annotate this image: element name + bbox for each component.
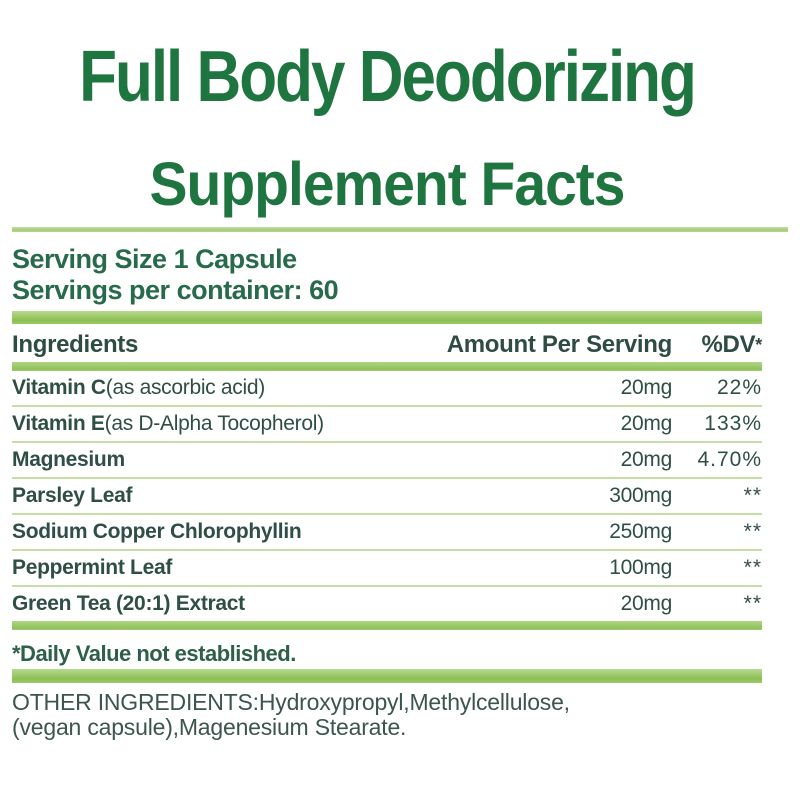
dv-cell: ** xyxy=(743,520,762,543)
table-row xyxy=(12,479,762,515)
ingredient-name: Parsley Leaf xyxy=(12,484,133,507)
header-percent-dv: %DV* xyxy=(701,331,762,358)
serving-size-text: Serving Size 1 Capsule xyxy=(12,244,297,274)
ingredient-name-cell xyxy=(12,412,542,436)
table-row xyxy=(12,371,762,407)
ingredient-name: Magnesium xyxy=(12,448,125,471)
table-row xyxy=(12,443,762,479)
amount-cell: 20mg xyxy=(620,376,672,399)
header-amount-per-serving: Amount Per Serving xyxy=(446,331,672,358)
table-row xyxy=(12,551,762,587)
ingredient-name-cell xyxy=(12,448,542,472)
amount-cell: 100mg xyxy=(609,556,672,579)
ingredient-name-cell xyxy=(12,484,542,508)
dv-cell: ** xyxy=(743,556,762,579)
amount-cell: 300mg xyxy=(609,484,672,507)
dv-cell: 4.70% xyxy=(697,448,762,471)
ingredient-name-cell xyxy=(12,376,542,400)
servings-per-container-text: Servings per container: 60 xyxy=(12,275,339,305)
dv-cell: 133% xyxy=(704,412,762,435)
dv-cell: ** xyxy=(743,484,762,507)
dv-cell: 22% xyxy=(716,376,762,399)
divider-bar-below-header xyxy=(12,362,762,371)
table-row xyxy=(12,407,762,443)
ingredient-name-cell xyxy=(12,520,542,544)
amount-cell: 20mg xyxy=(620,412,672,435)
table-row xyxy=(12,587,762,621)
table-row xyxy=(12,515,762,551)
label-content xyxy=(12,0,762,740)
divider-rule-top xyxy=(12,227,788,232)
ingredient-name: Vitamin C xyxy=(12,376,106,399)
amount-cell: 20mg xyxy=(620,448,672,471)
ingredient-name-cell xyxy=(12,592,542,616)
header-ingredients: Ingredients xyxy=(12,331,139,358)
dv-asterisk: * xyxy=(755,335,762,355)
ingredient-detail: (as D-Alpha Tocopherol) xyxy=(104,412,324,435)
other-ingredients-line2: (vegan capsule),Magenesium Stearate. xyxy=(12,714,407,740)
ingredient-detail: (as ascorbic acid) xyxy=(105,376,265,399)
amount-cell: 20mg xyxy=(620,592,672,615)
serving-info xyxy=(12,244,762,306)
ingredient-name: Sodium Copper Chlorophyllin xyxy=(12,520,302,543)
ingredient-name: Green Tea (20:1) Extract xyxy=(12,592,245,615)
amount-cell: 250mg xyxy=(609,520,672,543)
dv-cell: ** xyxy=(743,592,762,615)
supplement-facts-heading: Supplement Facts xyxy=(149,149,625,219)
divider-bar-below-table xyxy=(12,621,762,630)
ingredients-table-body xyxy=(12,371,762,621)
divider-bar-above-other-ingredients xyxy=(12,669,762,683)
other-ingredients-line1: OTHER INGREDIENTS:Hydroxypropyl,Methylcellulose, xyxy=(12,689,570,715)
daily-value-footnote: *Daily Value not established. xyxy=(12,641,296,666)
ingredient-name: Vitamin E xyxy=(12,412,105,435)
ingredient-name: Peppermint Leaf xyxy=(12,556,173,579)
table-header-row xyxy=(12,331,762,359)
other-ingredients xyxy=(12,690,762,740)
divider-bar-above-header xyxy=(12,311,762,324)
ingredient-name-cell xyxy=(12,556,542,580)
product-title: Full Body Deodorizing xyxy=(79,37,695,118)
